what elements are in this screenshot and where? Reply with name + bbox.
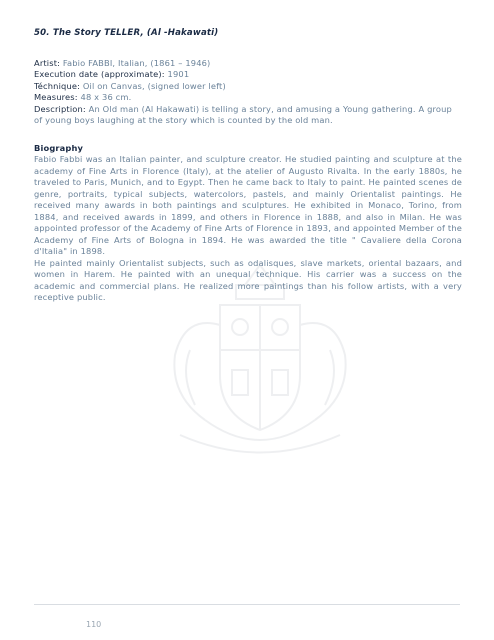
description-label: Description: — [34, 103, 86, 114]
biography-paragraph-2: He painted mainly Orientalist subjects, such as odalisques, slave markets, oriental bazaars, and women in Harem. He painted with an unequal technique. His carrier was a success on the academic and commercial plans. He realized more paintings than his follow artists, with a very receptive public. — [34, 257, 462, 302]
artwork-entry — [34, 28, 462, 304]
technique-value: Oil on Canvas, (signed lower left) — [82, 80, 226, 91]
technique-line — [34, 81, 462, 93]
footer-divider — [34, 604, 460, 605]
biography-heading: Biography — [34, 142, 84, 153]
page-number: 110 — [86, 620, 102, 629]
entry-title: 50. The Story TELLER, (Al -Hakawati) — [34, 28, 219, 38]
date-line — [34, 69, 462, 81]
technique-label: Téchnique: — [34, 80, 81, 91]
measures-line — [34, 92, 462, 104]
artist-line — [34, 58, 462, 70]
date-label: Execution date (approximate): — [34, 69, 165, 79]
description-line — [34, 104, 462, 127]
measures-value: 48 x 36 cm. — [80, 92, 132, 102]
biography-body — [34, 154, 462, 304]
description-value: An Old man (Al Hakawati) is telling a story, and amusing a Young gathering. A group of young boys laughing at the story which is counted by the old man. — [34, 103, 452, 125]
date-value: 1901 — [167, 69, 190, 79]
measures-label: Measures: — [34, 92, 78, 102]
artist-label: Artist: — [34, 57, 61, 68]
biography-paragraph-1: Fabio Fabbi was an Italian painter, and sculpture creator. He studied painting and sculpture at the academy of Fine Arts in Florence (Italy), at the atelier of Augusto Rivalta. In the early 1880s, he traveled to Paris, Munich, and to Egypt. Then he came back to Italy to paint. He painted scenes de genre, portraits, typical subjects, watercolors, pastels, and mainly Orientalist paintings. He received many awards in both paintings and sculptures. He exhibited in Monaco, Torino, from 1884, and received awards in 1899, and others in Florence in 1888, and also in Milan. He was appointed professor of the Academy of Fine Arts of Florence in 1893, and appointed Member of the Academy of Fine Arts of Bologna in 1894. He was awarded the title " Cavaliere della Corona d'Italia" in 1898. — [34, 154, 462, 256]
artist-value: Fabio FABBI, Italian, (1861 – 1946) — [62, 57, 211, 68]
